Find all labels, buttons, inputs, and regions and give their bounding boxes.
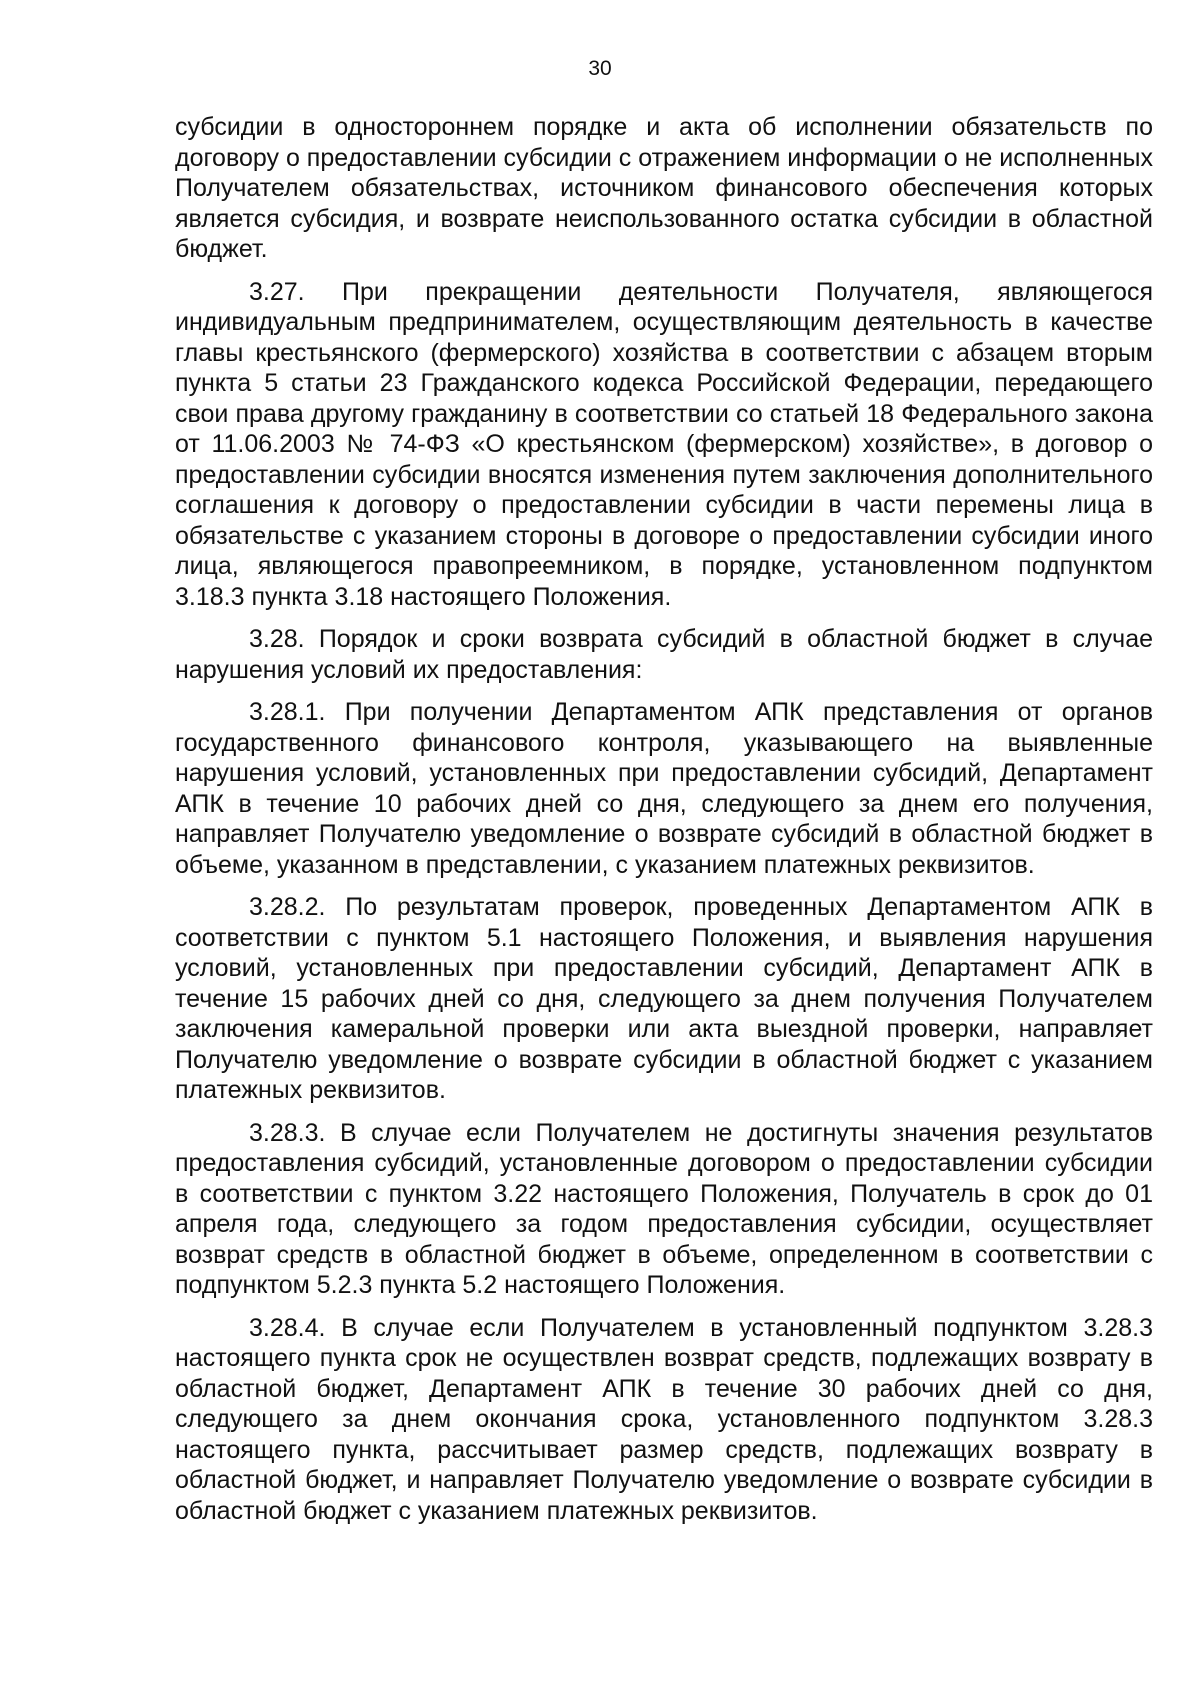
paragraph-3-28-2: 3.28.2. По результатам проверок, проведенных Департаментом АПК в соответствии с пунктом 5.1 настоящего Положения, и выявления нарушения условий, установленных при предоставлении субсидий, Департамент АПК в течение 15 рабочих дней со дня, следующего за днем получения Получателем заключения камеральной проверки или акта выездной проверки, направляет Получателю уведомление о возврате субсидии в областной бюджет с указанием платежных реквизитов. bbox=[175, 893, 1153, 1104]
paragraph-3-28-1: 3.28.1. При получении Департаментом АПК представления от органов государственного финансового контроля, указывающего на выявленные нарушения условий, установленных при предоставлении субсидий, Департамент АПК в течение 10 рабочих дней со дня, следующего за днем его получения, направляет Получателю уведомление о возврате субсидий в областной бюджет в объеме, указанном в представлении, с указанием платежных реквизитов. bbox=[175, 698, 1153, 879]
page-number: 30 bbox=[588, 57, 612, 80]
paragraph-3-27: 3.27. При прекращении деятельности Получателя, являющегося индивидуальным предпринимателем, осуществляющим деятельность в качестве главы крестьянского (фермерского) хозяйства в соответствии с абзацем вторым пункта 5 статьи 23 Гражданского кодекса Российской Федерации, передающего свои права другому гражданину в соответствии со статьей 18 Федерального закона от 11.06.2003 № 74-ФЗ «О крестьянском (фермерском) хозяйстве», в договор о предоставлении субсидии вносятся изменения путем заключения дополнительного соглашения к договору о предоставлении субсидии в части перемены лица в обязательстве с указанием стороны в договоре о предоставлении субсидии иного лица, являющегося правопреемником, в порядке, установленном подпунктом 3.18.3 пункта 3.18 настоящего Положения. bbox=[175, 277, 1153, 611]
paragraph-3-28: 3.28. Порядок и сроки возврата субсидий в областной бюджет в случае нарушения условий их предоставления: bbox=[175, 625, 1153, 684]
paragraph-3-28-3: 3.28.3. В случае если Получателем не достигнуты значения результатов предоставления субсидий, установленные договором о предоставлении субсидии в соответствии с пунктом 3.22 настоящего Положения, Получатель в срок до 01 апреля года, следующего за годом предоставления субсидии, осуществляет возврат средств в областной бюджет в объеме, определенном в соответствии с подпунктом 5.2.3 пункта 5.2 настоящего Положения. bbox=[175, 1118, 1153, 1299]
paragraph-3-28-4: 3.28.4. В случае если Получателем в установленный подпунктом 3.28.3 настоящего пункта срок не осуществлен возврат средств, подлежащих возврату в областной бюджет, Департамент АПК в течение 30 рабочих дней со дня, следующего за днем окончания срока, установленного подпунктом 3.28.3 настоящего пункта, рассчитывает размер средств, подлежащих возврату в областной бюджет, и направляет Получателю уведомление о возврате субсидии в областной бюджет с указанием платежных реквизитов. bbox=[175, 1313, 1153, 1525]
paragraph-continuation: субсидии в одностороннем порядке и акта об исполнении обязательств по договору о предоставлении субсидии с отражением информации о не исполненных Получателем обязательствах, источником финансового обеспечения которых является субсидия, и возврате неиспользованного остатка субсидии в областной бюджет. bbox=[175, 113, 1153, 263]
document-body bbox=[175, 112, 1153, 1526]
